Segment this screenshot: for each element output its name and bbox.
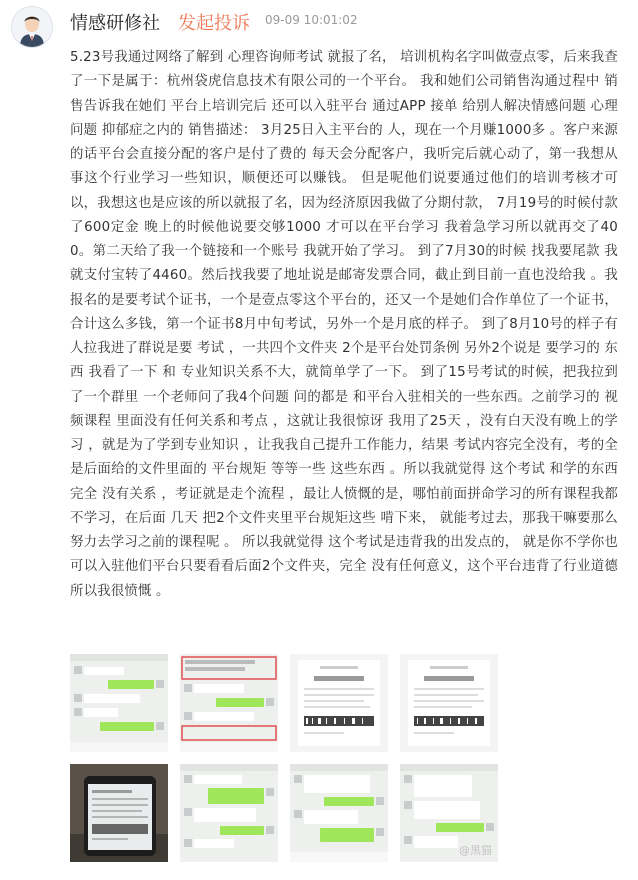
- post-image-1[interactable]: [70, 654, 168, 752]
- receipt-icon: [400, 654, 498, 752]
- author-avatar[interactable]: [11, 6, 53, 48]
- post-image-8[interactable]: [400, 764, 498, 862]
- post-image-4[interactable]: [400, 654, 498, 752]
- chat-screenshot-icon: [180, 654, 278, 752]
- phone-photo-icon: [70, 764, 168, 862]
- post-header: [0, 0, 638, 46]
- receipt-icon: [290, 654, 388, 752]
- chat-screenshot-icon: [180, 764, 278, 862]
- image-watermark: @黑猫: [459, 844, 492, 857]
- post-image-2[interactable]: [180, 654, 278, 752]
- post-image-7[interactable]: [290, 764, 388, 862]
- complaint-tag[interactable]: 发起投诉: [178, 13, 250, 34]
- chat-screenshot-icon: [70, 654, 168, 752]
- post-image-6[interactable]: [180, 764, 278, 862]
- post-image-3[interactable]: [290, 654, 388, 752]
- chat-screenshot-icon: [290, 764, 388, 862]
- post-content: 5.23号我通过网络了解到 心理咨询师考试 就报了名， 培训机构名字叫做壹点零，后来我查了一下是属于：杭州袋虎信息技术有限公司的一个平台。 我和她们公司销售沟通过程中 销售告诉我在她们 平台上培训完后 还可以入驻平台 通过APP 接单 给别人解决情感问题 心理问题 抑郁症之内的 销售描述： 3月25日入主平台的 人，现在一个月赚1000多 。客户来源的话平台会直接分配的客户是付了费的 每天会分配客户，我听完后就心动了，第一我想从事这个行业学习一些知识，顺便还可以赚钱。 但是呢他们说要通过他们的培训考核才可以，我想这也是应该的所以就报了名，因为经济原因我做了分期付款， 7月19号的时候付款了600定金 晚上的时候他说要交够1000 才可以在平台学习 我着急学习所以就再交了400。第二天给了我一个链接和一个账号 我就开始了学习。 到了7月30的时候 找我要尾款 我就支付宝转了4460。然后找我要了地址说是邮寄发票合同，截止到目前一直也没给我 。我报名的是要考试个证书，一个是壹点零这个平台的，还又一个是她们合作单位了一个证书，合计这么多钱，第一个证书8月中旬考试，另外一个是月底的样子。 到了8月10号的样子有人拉我进了群说是要 考试 ，一共四个文件夹 2个是平台处罚条例 另外2个说是 要学习的 东西 我看了一下 和 专业知识关系不大，就简单学了一下。 到了15号考试的时候，把我拉到了一个群里 一个老师问了我4个问题 问的都是 和平台入驻相关的一些东西。之前学习的 视频课程 里面没有任何关系和考点 ，这就让我很惊讶 我用了25天 ，没有白天没有晚上的学习 ，就是为了学到专业知识 ，让我我自己提升工作能力，结果 考试内容完全没有，考的全是后面给的文件里面的 平台规矩 等等一些 这些东西 。所以我就觉得 这个考试 和学的东西 完全 没有关系 ，考证就是走个流程 ，最让人愤慨的是，哪怕前面拼命学习的所有课程我都不学习，在后面 几天 把2个文件夹里平台规矩这些 啃下来， 就能考过去，那我干嘛要那么努力去学习之前的课程呢 。 所以我就觉得 这个考试是违背我的出发点的， 就是你不学你也可以入驻他们平台只要看看后面2个文件夹，完全 没有任何意义，这个平台违背了行业道德 所以我很愤慨 。: [70, 50, 618, 599]
- post-image-5[interactable]: [70, 764, 168, 862]
- author-name[interactable]: 情感研修社: [70, 13, 160, 34]
- post-timestamp: 09-09 10:01:02: [265, 13, 358, 27]
- avatar-person-icon: [12, 7, 52, 47]
